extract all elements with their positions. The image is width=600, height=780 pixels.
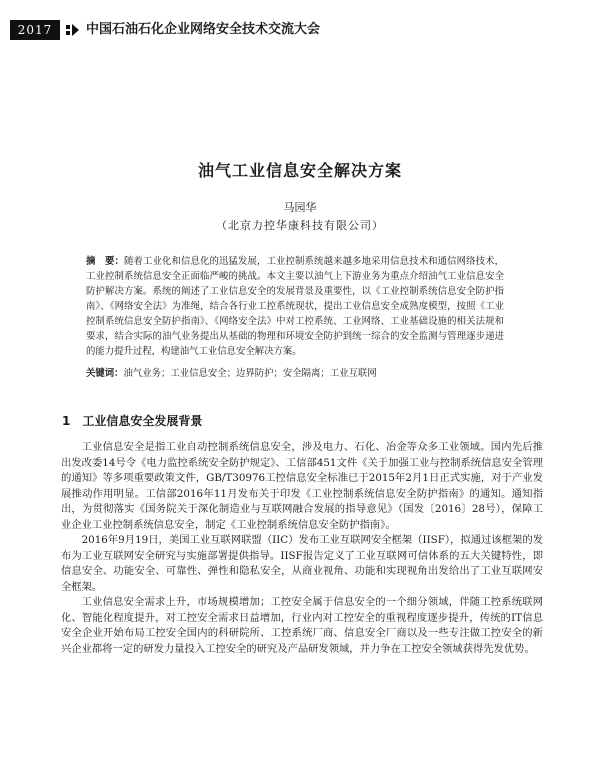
keywords-label: 关键词： — [86, 368, 124, 379]
abstract — [86, 254, 504, 359]
abstract-label: 摘 要： — [86, 256, 125, 267]
abstract-text: 随着工业化和信息化的迅猛发展，工业控制系统越来越多地采用信息技术和通信网络技术，工业控制系统信息安全正面临严峻的挑战。本文主要以油气上下游业务为重点介绍油气工业信息安全防护解决方案。系统的阐述了工业信息安全的发展背景及重要性，以《工业控制系统信息安全防护指南》、《网络安全法》为准绳，结合各行业工控系统现状，提出工业信息安全成熟度模型，按照《工业控制系统信息安全防护指南》、《网络安全法》中对工控系统、工业网络、工业基础设施的相关法规和要求，结合实际的油气业务提出从基础的物理和环境安全防护到统一综合的安全监测与管理逐步递进的能力提升过程，构建油气工业信息安全解决方案。 — [86, 256, 504, 357]
paragraph: 工业信息安全需求上升，市场规模增加；工控安全属于信息安全的一个细分领域，伴随工控系统联网化、智能化程度提升，对工控安全需求日益增加，行业内对工控安全的重视程度逐步提升，传统的IT信息安全企业开始布局工控安全国内的科研院所、工控系统厂商、信息安全厂商以及一些专注做工控安全的新兴企业都将一定的研发力量投入工控安全的研究及产品研发领域，并力争在工控安全领域获得先发优势。 — [61, 596, 543, 655]
conference-title: 中国石油石化企业网络安全技术交流大会 — [86, 22, 321, 37]
paper-title: 油气工业信息安全解决方案 — [197, 161, 402, 180]
author: 马园华 — [283, 201, 317, 214]
affiliation: （北京力控华康科技有限公司） — [216, 219, 384, 232]
paragraph: 2016年9月19日，美国工业互联网联盟（IIC）发布工业互联网安全框架（IISF），拟通过该框架的发布为工业互联网安全研究与实施部署提供指导。IISF报告定义了工业互联网可信体系的五大关键特性，即信息安全、功能安全、可靠性、弹性和隐私安全，从商业视角、功能和实现视角出发给出了工业互联网安全框架。 — [61, 534, 543, 593]
paragraph: 工业信息安全是指工业自动控制系统信息安全，涉及电力、石化、冶金等众多工业领域。国内先后推出发改委14号令《电力监控系统安全防护规定》、工信部451文件《关于加强工业与控制系统信息安全管理的通知》等多项重要政策文件，GB/T30976工控信息安全标准已于2015年2月1日正式实施，对于产业发展推动作用明显。工信部2016年11月发布关于印发《工业控制系统信息安全防护指南》的通知。通知指出，为贯彻落实《国务院关于深化制造业与互联网融合发展的指导意见》（国发〔2016〕28号），保障工业企业工业控制系统信息安全，制定《工业控制系统信息安全防护指南》。 — [61, 441, 543, 531]
keywords-text: 油气业务；工业信息安全；边界防护；安全隔离；工业互联网 — [123, 368, 377, 379]
section-heading — [62, 412, 202, 429]
section-title: 工业信息安全发展背景 — [82, 414, 203, 428]
section-body — [61, 440, 543, 657]
keywords — [86, 366, 504, 381]
running-header — [10, 20, 590, 42]
arrow-right-icon — [66, 23, 80, 37]
year-badge: 2017 — [10, 20, 60, 40]
section-number: 1 — [62, 414, 71, 428]
